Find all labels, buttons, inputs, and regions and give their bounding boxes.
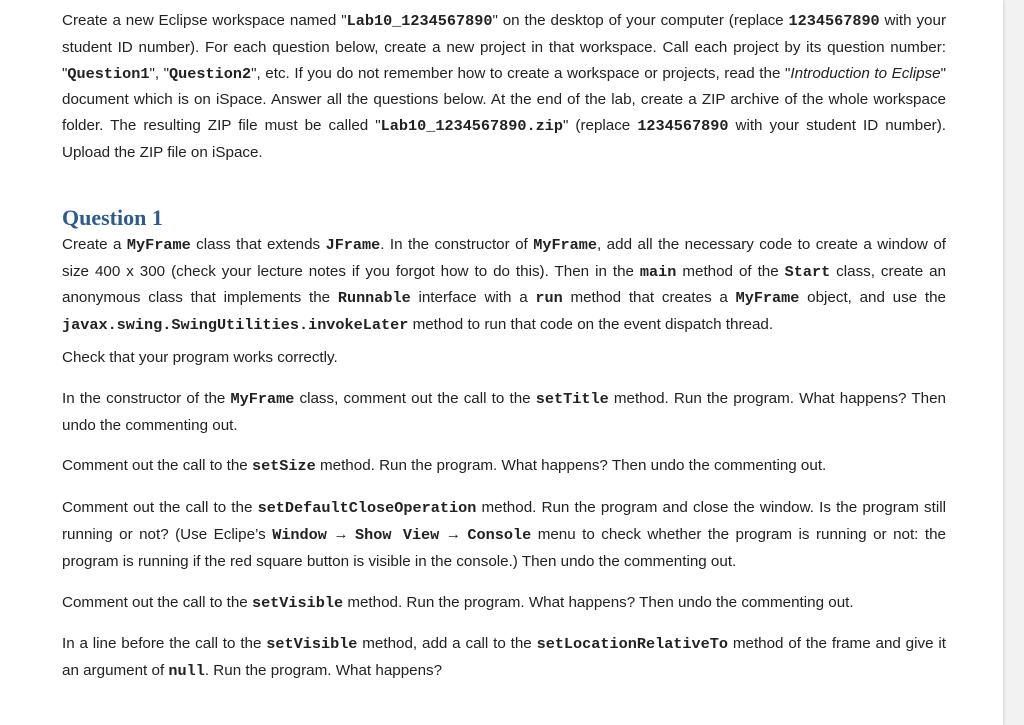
code-ref: setTitle (535, 389, 609, 408)
menu-show-view: Show View (355, 525, 440, 544)
code-ref: Start (784, 262, 831, 281)
text-run: " document which is on iSpace. Answer all the questions below. At the end of the lab, create a ZIP archive of the whole workspace folder. The resulting ZIP file must be called " (62, 64, 946, 135)
project-name-2: Question2 (169, 64, 252, 83)
right-arrow-icon: → (326, 525, 356, 543)
code-ref: null (168, 662, 205, 681)
text-run: In a line before the call to the (62, 635, 267, 653)
code-ref: MyFrame (533, 235, 598, 254)
student-id-placeholder: 1234567890 (788, 12, 880, 30)
text-run: class, create an anonymous class that implements the (62, 262, 946, 307)
text-run: . Run the program. What happens? (204, 662, 443, 680)
code-ref: MyFrame (126, 235, 191, 254)
text-run: In the constructor of the (62, 389, 231, 407)
student-id-placeholder: 1234567890 (637, 117, 729, 136)
code-ref: JFrame (325, 235, 381, 254)
project-name-1: Question1 (67, 64, 150, 83)
text-run: method. Run the program. What happens? Then undo the commenting out. (62, 389, 947, 434)
text-run: class that extends (190, 235, 326, 253)
text-run: ", " (149, 64, 170, 82)
zip-file-name: Lab10_1234567890.zip (380, 117, 563, 136)
text-run: , add all the necessary code to create a window of size 400 x 300 (check your lecture notes if you forgot how to do this). Then in the (62, 235, 946, 280)
code-ref: javax.swing.SwingUtilities.invokeLater (62, 316, 409, 335)
check-program-paragraph: Check that your program works correctly. (62, 348, 338, 366)
text-run: Create a (62, 235, 127, 253)
text-run: method of the (676, 262, 785, 280)
question-1-heading: Question 1 (62, 204, 163, 230)
text-run: method that creates a (562, 289, 736, 307)
text-run: object, and use the (799, 289, 946, 307)
right-arrow-icon: → (439, 525, 468, 543)
text-run: " on the desktop of your computer (replace (492, 12, 789, 29)
text-run: method of the frame and give it an argument of (62, 635, 946, 680)
code-ref: setVisible (266, 635, 358, 654)
text-run: menu to check whether the program is running or not: the program is running if the red square button is visible in the console.) Then undo the commenting out. (62, 525, 946, 570)
text-run: . In the constructor of (380, 235, 534, 253)
code-ref: MyFrame (230, 389, 295, 408)
code-ref: setDefaultCloseOperation (257, 499, 477, 518)
text-run: ", etc. If you do not remember how to create a workspace or projects, read the " (251, 64, 791, 82)
text-run: method. Run the program. What happens? Then undo the commenting out. (315, 457, 827, 475)
text-run: Comment out the call to the (62, 593, 252, 611)
text-run: with your student ID number). Upload the ZIP file on iSpace. (62, 117, 947, 161)
setlocationrelativeto-paragraph (62, 631, 946, 685)
setvisible-paragraph (62, 590, 946, 617)
workspace-name: Lab10_1234567890 (346, 12, 493, 30)
code-ref: setLocationRelativeTo (536, 635, 728, 654)
code-ref: MyFrame (735, 289, 800, 308)
document-content (62, 8, 946, 685)
question-1-instructions (62, 232, 946, 339)
code-ref: run (535, 289, 563, 308)
text-run: " (replace (562, 117, 638, 135)
settitle-paragraph (62, 386, 946, 439)
text-run: method to run that code on the event dispatch thread. (408, 316, 774, 334)
text-run: interface with a (410, 289, 536, 307)
text-run: method. Run the program and close the window. Is the program still running or not? (Use Eclipe’s (62, 499, 946, 543)
text-run: Create a new Eclipse workspace named " (62, 12, 347, 29)
setdefaultcloseoperation-paragraph (62, 495, 946, 574)
text-run: Comment out the call to the (62, 457, 252, 475)
code-ref: main (639, 262, 677, 281)
menu-console: Console (467, 525, 532, 544)
text-run: with your student ID number). For each question below, create a new project in that workspace. Call each project by its question number: " (62, 12, 946, 82)
setsize-paragraph (62, 453, 946, 480)
menu-window: Window (272, 525, 327, 544)
text-run: Comment out the call to the (62, 499, 258, 517)
text-run: class, comment out the call to the (294, 389, 536, 407)
document-title-reference: Introduction to Eclipse (790, 64, 941, 82)
code-ref: setSize (251, 457, 316, 476)
code-ref: Runnable (337, 289, 411, 308)
intro-paragraph (62, 8, 946, 166)
text-run: method. Run the program. What happens? Then undo the commenting out. (343, 593, 854, 611)
text-run: method, add a call to the (357, 635, 537, 653)
code-ref: setVisible (251, 593, 344, 612)
